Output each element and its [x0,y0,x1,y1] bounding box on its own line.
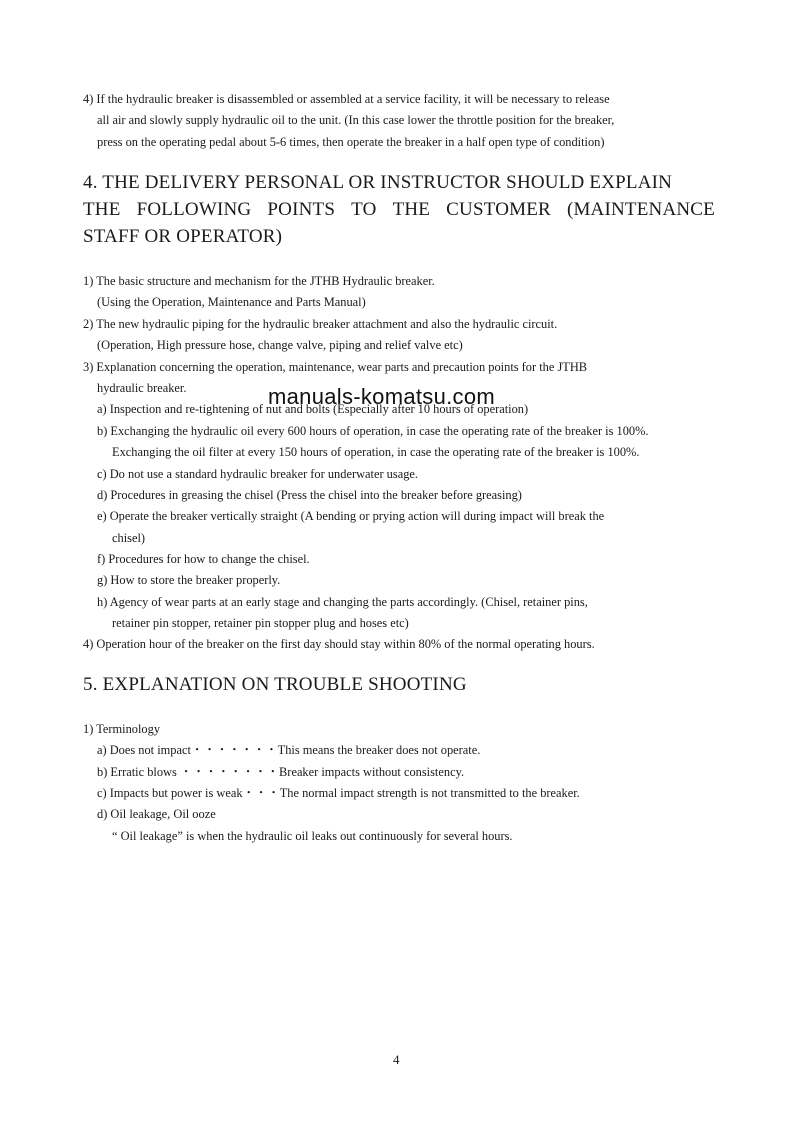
section-5-heading: 5. EXPLANATION ON TROUBLE SHOOTING [83,674,467,695]
section-4-heading-line-2 [83,197,715,223]
list-item: e) Operate the breaker vertically straight (A bending or prying action will during impact will break the [97,509,605,523]
list-item: 1) Terminology [83,722,161,736]
list-item: g) How to store the breaker properly. [97,573,281,587]
heading-word: POINTS [267,199,336,220]
list-item: c) Do not use a standard hydraulic breaker for underwater usage. [97,467,418,481]
list-item: b) Erratic blows ・・・・・・・・Breaker impacts without consistency. [97,765,465,779]
page-number: 4 [393,1052,400,1067]
list-item: (Using the Operation, Maintenance and Parts Manual) [97,295,366,309]
list-item: d) Oil leakage, Oil ooze [97,807,216,821]
heading-word: CUSTOMER [446,199,551,220]
list-item: 2) The new hydraulic piping for the hydraulic breaker attachment and also the hydraulic circuit. [83,317,558,331]
watermark: manuals-komatsu.com [268,384,495,409]
list-item: c) Impacts but power is weak・・・The normal impact strength is not transmitted to the breaker. [97,786,580,800]
list-item: (Operation, High pressure hose, change valve, piping and relief valve etc) [97,338,463,352]
list-item: 4) Operation hour of the breaker on the first day should stay within 80% of the normal operating hours. [83,637,595,651]
section-4-heading-line-1: 4. THE DELIVERY PERSONAL OR INSTRUCTOR SHOULD EXPLAIN [83,172,673,193]
heading-word: FOLLOWING [136,199,252,220]
list-item: h) Agency of wear parts at an early stage and changing the parts accordingly. (Chisel, retainer pins, [97,595,588,609]
prev-item-4-line-1: 4) If the hydraulic breaker is disassembled or assembled at a service facility, it will be necessary to release [83,92,610,106]
heading-word: (MAINTENANCE [566,199,715,220]
list-item: b) Exchanging the hydraulic oil every 600 hours of operation, in case the operating rate of the breaker is 100%. [97,424,649,438]
list-item: a) Inspection and re-tightening of nut and bolts (Especially after 10 hours of operation) [97,402,529,416]
heading-word: THE [83,199,121,220]
list-item: d) Procedures in greasing the chisel (Press the chisel into the breaker before greasing) [97,488,522,502]
section-4-heading-line-3: STAFF OR OPERATOR) [83,226,283,247]
list-item: “ Oil leakage” is when the hydraulic oil leaks out continuously for several hours. [112,829,513,843]
list-item: 1) The basic structure and mechanism for the JTHB Hydraulic breaker. [83,274,435,288]
prev-item-4-line-2: all air and slowly supply hydraulic oil to the unit. (In this case lower the throttle position for the breaker, [97,113,615,127]
list-item: retainer pin stopper, retainer pin stopper plug and hoses etc) [112,616,409,630]
heading-word: TO [351,199,377,220]
list-item: a) Does not impact・・・・・・・This means the breaker does not operate. [97,743,481,757]
list-item: f) Procedures for how to change the chisel. [97,552,310,566]
heading-word: THE [392,199,431,220]
list-item: hydraulic breaker. [97,381,187,395]
list-item: Exchanging the oil filter at every 150 hours of operation, in case the operating rate of the breaker is 100%. [112,445,640,459]
prev-item-4-line-3: press on the operating pedal about 5-6 times, then operate the breaker in a half open type of condition) [97,135,605,149]
list-item: 3) Explanation concerning the operation, maintenance, wear parts and precaution points for the JTHB [83,360,588,374]
list-item: chisel) [112,531,146,545]
